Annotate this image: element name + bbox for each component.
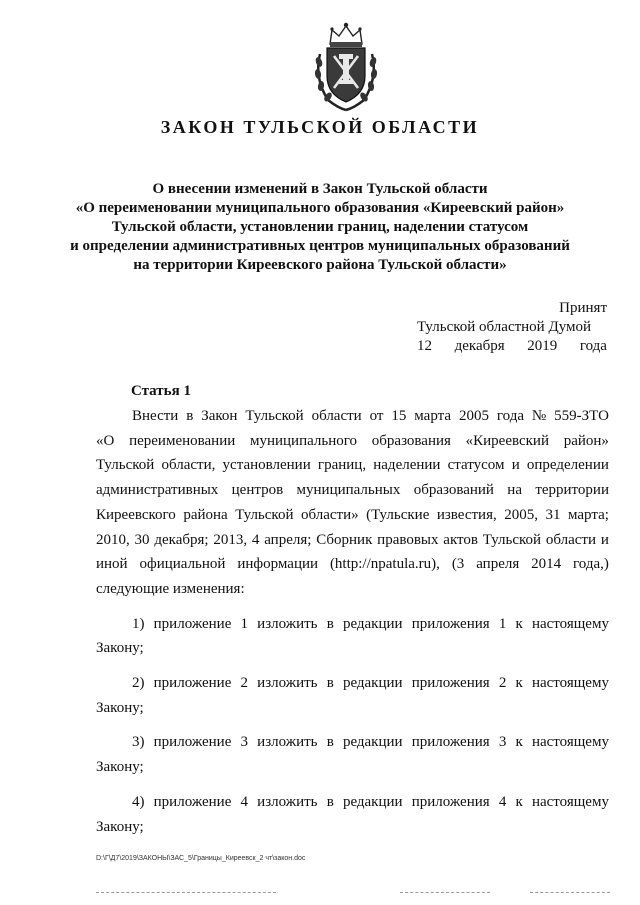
adoption-year-word: года [579, 338, 607, 354]
word: Киреевского [96, 506, 176, 523]
adoption-year: 2019 [527, 338, 558, 354]
law-subtitle [40, 180, 600, 275]
paragraph-line [96, 453, 609, 478]
word: 4 [498, 793, 507, 810]
word: административных [96, 482, 219, 499]
word: 2) [132, 675, 145, 692]
word: «Киреевский [465, 432, 549, 449]
word: (Тульские [366, 506, 430, 523]
word: информации [237, 556, 319, 573]
paragraph-line [96, 503, 609, 528]
paragraph-line [96, 552, 609, 577]
word: переименовании [129, 432, 236, 449]
adoption-line: Принят [559, 300, 607, 316]
word: приложение [153, 793, 232, 810]
word: статусом [447, 457, 505, 474]
word: иной [96, 556, 128, 573]
word: области [311, 408, 362, 424]
word: в [326, 675, 334, 692]
word: образования [371, 432, 451, 449]
word: центров [231, 482, 284, 499]
list-item-continuation: Закону; [96, 699, 144, 716]
word: 2 [498, 675, 507, 692]
list-item [96, 671, 609, 696]
word: настоящему [531, 793, 609, 810]
list-item-continuation: Закону; [96, 759, 144, 776]
word: изложить [257, 675, 318, 692]
word: области» [300, 506, 359, 523]
paragraph-line [96, 528, 609, 553]
word: 2013, [213, 531, 248, 548]
word: 1) [132, 615, 145, 632]
word: Закон [201, 408, 238, 424]
word: и [511, 457, 520, 474]
word: редакции [342, 734, 403, 751]
word: в [186, 408, 194, 424]
word: к [515, 734, 523, 751]
word: настоящему [531, 734, 609, 751]
list-item [96, 730, 609, 755]
word: «О [96, 432, 115, 449]
word: района [183, 506, 228, 523]
word: определении [526, 457, 609, 474]
word: приложения [411, 734, 490, 751]
scan-artifact-line [400, 892, 490, 893]
word: изложить [257, 615, 318, 632]
word: к [515, 793, 523, 810]
word: в [326, 734, 334, 751]
word: 559-ЗТО [554, 408, 609, 424]
word: 1 [240, 615, 249, 632]
word: марта; [567, 506, 609, 523]
law-title: ЗАКОН ТУЛЬСКОЙ ОБЛАСТИ [160, 117, 480, 137]
coat-of-arms-icon [310, 20, 382, 112]
word: 3 [240, 734, 249, 751]
word: Тульской [235, 506, 294, 523]
word: Сборник [316, 531, 373, 548]
word: к [515, 675, 523, 692]
word: 4 [251, 531, 260, 548]
word: редакции [342, 615, 403, 632]
word: 3) [132, 734, 145, 751]
word: приложение [153, 615, 232, 632]
word: № [531, 408, 547, 424]
subtitle-line: на территории Киреевского района Тульской области» [133, 257, 507, 273]
list-item-continuation: Закону; [96, 818, 144, 835]
word: Внести [132, 408, 179, 424]
adoption-body: Тульской областной Думой [417, 319, 592, 335]
list-item [96, 612, 609, 637]
word: и [600, 531, 609, 548]
word: территории [535, 482, 609, 499]
scan-artifact-line [96, 892, 276, 893]
word: 3 [498, 734, 507, 751]
word: 2014 [531, 556, 562, 573]
word: редакции [342, 675, 403, 692]
word: правовых [377, 531, 439, 548]
word: установлении [222, 457, 311, 474]
word: области, [161, 457, 216, 474]
word: известия, [436, 506, 497, 523]
word: декабря; [154, 531, 209, 548]
word: 2005 [458, 408, 489, 424]
word: года,) [573, 556, 609, 573]
word: к [515, 615, 523, 632]
list-item [96, 790, 609, 815]
word: 4) [132, 793, 145, 810]
subtitle-line: О внесении изменений в Закон Тульской области [152, 181, 488, 197]
paragraph-line: следующие изменения: [96, 580, 245, 597]
word: 30 [134, 531, 150, 548]
word: в [326, 615, 334, 632]
subtitle-line: «О переименовании муниципального образования «Киреевский район» [75, 200, 565, 216]
word: приложения [411, 615, 490, 632]
paragraph-line [96, 404, 609, 429]
word: настоящему [531, 675, 609, 692]
word: марта [414, 408, 452, 424]
word: в [326, 793, 334, 810]
word: Тульской [96, 457, 155, 474]
word: образований [413, 482, 494, 499]
word: апреля; [264, 531, 312, 548]
word: 1 [498, 615, 507, 632]
adoption-block [417, 299, 607, 356]
scan-artifact-line [530, 892, 610, 893]
word: 2005, [504, 506, 538, 523]
paragraph-line [96, 478, 609, 503]
word: редакции [342, 793, 403, 810]
word: 15 [391, 408, 407, 424]
word: изложить [257, 793, 318, 810]
word: приложения [411, 793, 490, 810]
word: Тульской [245, 408, 304, 424]
word: муниципального [249, 432, 358, 449]
word: (3 [451, 556, 465, 573]
word: приложение [153, 734, 232, 751]
file-path-footer: D:\Г\Д7\2019\ЗАКОНЫ\ЗАС_5\Границы_Киреевск_2 чт\закон.doc [96, 855, 306, 862]
adoption-date [417, 337, 607, 356]
adoption-month: декабря [454, 338, 505, 354]
word: апреля [476, 556, 520, 573]
article-heading: Статья 1 [131, 383, 191, 399]
word: район» [563, 432, 609, 449]
subtitle-line: Тульской области, установлении границ, наделении статусом [111, 219, 529, 235]
word: 31 [545, 506, 561, 523]
word: 4 [240, 793, 249, 810]
article-body [96, 404, 609, 839]
word: области [545, 531, 597, 548]
word: актов [443, 531, 478, 548]
word: границ, [317, 457, 367, 474]
word: 2010, [96, 531, 130, 548]
word: Тульской [482, 531, 542, 548]
word: на [507, 482, 522, 499]
subtitle-line: и определении административных центров муниципальных образований [70, 238, 570, 254]
word: настоящему [531, 615, 609, 632]
paragraph-line [96, 429, 609, 454]
word: изложить [257, 734, 318, 751]
word: (http://npatula.ru), [329, 556, 440, 573]
word: 2 [240, 675, 249, 692]
adoption-day: 12 [417, 338, 432, 354]
word: официальной [139, 556, 226, 573]
word: от [369, 408, 384, 424]
word: года [496, 408, 524, 424]
word: наделении [373, 457, 441, 474]
word: муниципальных [296, 482, 401, 499]
word: приложение [153, 675, 232, 692]
word: приложения [411, 675, 490, 692]
list-item-continuation: Закону; [96, 640, 144, 657]
